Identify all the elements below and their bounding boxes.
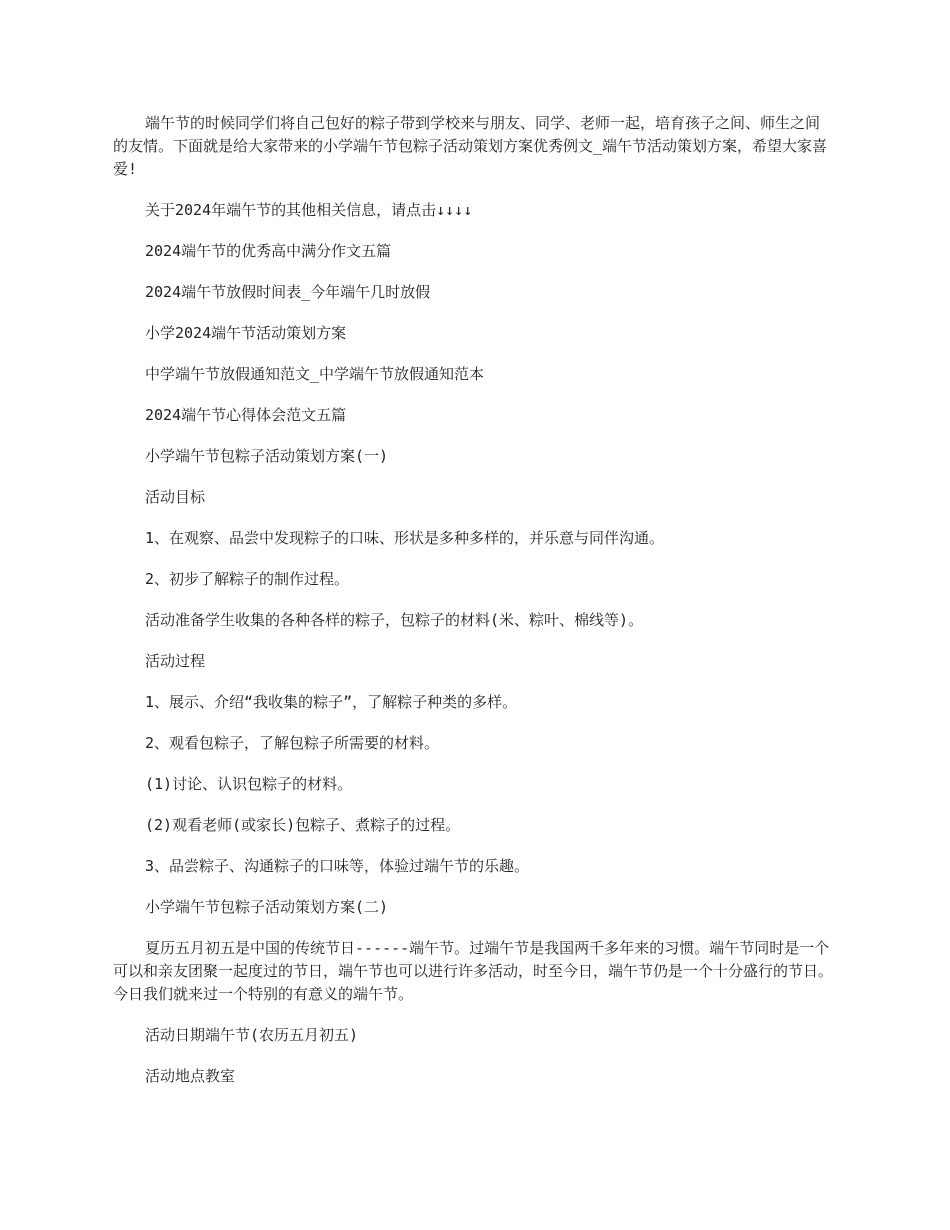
process-subitem-2: (2)观看老师(或家长)包粽子、煮粽子的过程。	[145, 816, 461, 834]
activity-location: 活动地点教室	[145, 1067, 236, 1085]
section-heading-plan-2: 小学端午节包粽子活动策划方案(二)	[145, 898, 389, 916]
process-item-2: 2、观看包粽子，了解包粽子所需要的材料。	[145, 734, 440, 752]
related-link-essay[interactable]: 2024端午节的优秀高中满分作文五篇	[145, 242, 392, 260]
process-item-1: 1、展示、介绍“我收集的粽子”，了解粽子种类的多样。	[145, 693, 518, 711]
process-subitem-1: (1)讨论、认识包粽子的材料。	[145, 775, 353, 793]
heading-activity-goals: 活动目标	[145, 488, 206, 506]
heading-activity-process: 活动过程	[145, 652, 206, 670]
document-body	[113, 112, 833, 1106]
related-info-line: 关于2024年端午节的其他相关信息，请点击↓↓↓↓	[145, 201, 473, 219]
related-link-reflection[interactable]: 2024端午节心得体会范文五篇	[145, 406, 347, 424]
related-link-holiday-schedule[interactable]: 2024端午节放假时间表_今年端午几时放假	[145, 283, 431, 301]
goal-item-2: 2、初步了解粽子的制作过程。	[145, 570, 350, 588]
related-link-holiday-notice[interactable]: 中学端午节放假通知范文_中学端午节放假通知范本	[145, 365, 485, 383]
related-link-activity-plan[interactable]: 小学2024端午节活动策划方案	[145, 324, 347, 342]
process-item-3: 3、品尝粽子、沟通粽子的口味等，体验过端午节的乐趣。	[145, 857, 530, 875]
activity-preparation: 活动准备学生收集的各种各样的粽子，包粽子的材料(米、粽叶、棉线等)。	[145, 611, 644, 629]
activity-date: 活动日期端午节(农历五月初五)	[145, 1026, 359, 1044]
goal-item-1: 1、在观察、品尝中发现粽子的口味、形状是多种多样的，并乐意与同伴沟通。	[145, 529, 665, 547]
plan-2-intro-paragraph: 夏历五月初五是中国的传统节日------端午节。过端午节是我国两千多年来的习惯。端午节同时是一个可以和亲友团聚一起度过的节日，端午节也可以进行许多活动，时至今日，端午节仍是一个十分盛行的节日。今日我们就来过一个特别的有意义的端午节。	[113, 939, 834, 1003]
intro-paragraph: 端午节的时候同学们将自己包好的粽子带到学校来与朋友、同学、老师一起，培育孩子之间、师生之间的友情。下面就是给大家带来的小学端午节包粽子活动策划方案优秀例文_端午节活动策划方案，希望大家喜爱!	[113, 114, 828, 178]
section-heading-plan-1: 小学端午节包粽子活动策划方案(一)	[145, 447, 389, 465]
